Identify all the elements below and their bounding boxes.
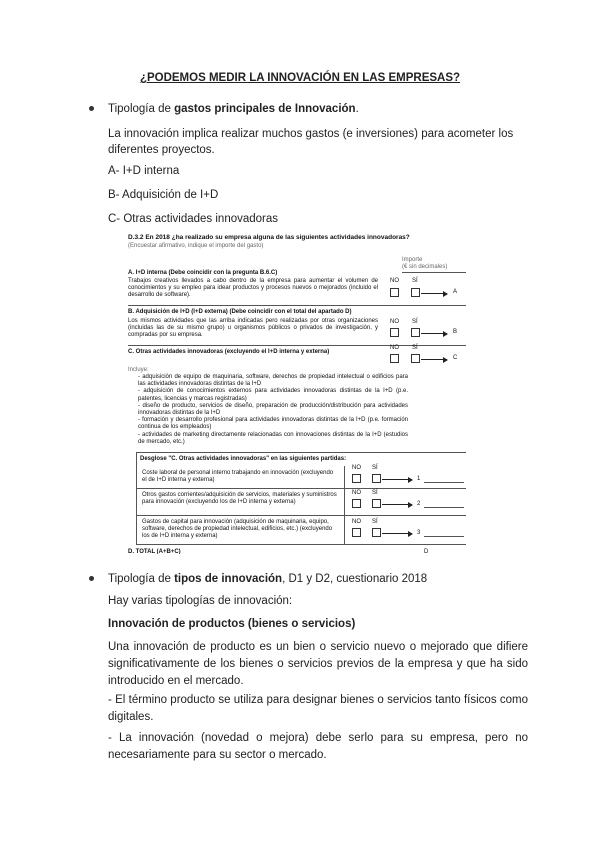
c-no-checkbox[interactable] [390,354,399,363]
c-arrow [421,359,447,360]
section-c-title: C. Otras actividades innovadoras (excluyendo el I+D interna y externa) [128,349,330,355]
no-label: NO [352,519,361,525]
b-letter: B [453,329,458,335]
a-si-checkbox[interactable] [411,288,420,297]
c1-no-checkbox[interactable] [352,474,361,483]
a-no-checkbox[interactable] [390,288,399,297]
footer-total: D. TOTAL (A+B+C) [128,549,181,554]
c-list-item: - adquisición de conocimientos externos para actividades innovadoras distintas de la I+D (p.e. patentes, licencias y marcas registradas) [138,388,408,402]
section2-bullet [108,571,427,587]
c1-answer-line [424,482,464,483]
c-list-item: - adquisición de equipo de maquinaria, software, derechos de propiedad intelectual o edificios para las actividades innovadoras distintas de la I+D [138,374,408,388]
si-label: SÍ [372,490,378,496]
section2-intro: Hay varias tipologías de innovación: [108,595,293,607]
a-arrow [421,293,447,294]
bullet-bold: gastos principales de Innovación [174,103,356,115]
c3-number: 3 [417,530,421,536]
section-b-title: B. Adquisición de I+D (I+D externa) (Debe coincidir con el total del apartado D) [128,309,352,315]
b-no-checkbox[interactable] [390,328,399,337]
divider [136,544,466,545]
box-border [136,452,137,544]
bullet-bold: tipos de innovación [174,573,283,585]
importe-underline [402,272,466,273]
footer-letter: D [424,549,429,554]
bullet-dot [89,106,94,111]
importe-label: Importe [402,257,423,263]
c2-arrow [382,504,412,505]
c-si-checkbox[interactable] [411,354,420,363]
c3-answer-line [424,536,464,537]
section-a-title: A. I+D interna (Debe coincidir con la pregunta B.6.C) [128,270,278,276]
bullet-suffix: , D1 y D2, cuestionario 2018 [282,573,428,585]
c-incluye: Incluye: [128,367,149,373]
c3-no-checkbox[interactable] [352,528,361,537]
c3-si-checkbox[interactable] [372,528,381,537]
bullet-suffix: . [355,103,359,115]
list-item-a: A- I+D interna [108,165,180,177]
list-item-b: B- Adquisición de I+D [108,189,219,201]
si-label: SÍ [412,278,418,284]
no-label: NO [352,490,361,496]
c3-text: Gastos de capital para innovación (adquisición de maquinaria, equipo, software, derechos de propiedad intelectual, edificios, etc.) (excluyendo los de I+D interna y externa) [142,519,333,540]
a-letter: A [453,289,458,295]
box-border [344,466,345,544]
si-label: SÍ [412,319,418,325]
c-list-item: - formación y desarrollo profesional para actividades innovadoras distintas de la I+D (p.e. formación continua de los empleados) [138,417,408,431]
questionnaire-form-image [128,232,466,554]
bullet-prefix: Tipología de [108,573,175,585]
section2-paragraph-3: - La innovación (novedad o mejora) debe serlo para su empresa, pero no necesariamente para su sector o mercado. [108,732,528,761]
si-label: SÍ [412,345,418,351]
desglose-title: Desglose "C. Otras actividades innovadoras" en las siguientes partidas: [140,456,347,462]
c-letter: C [453,355,458,361]
section2-paragraph-2: - El término producto se utiliza para designar bienes o servicios tanto físicos como digitales. [108,694,528,723]
no-label: NO [390,345,399,351]
c2-no-checkbox[interactable] [352,499,361,508]
section1-bullet [108,101,359,117]
c1-si-checkbox[interactable] [372,474,381,483]
no-label: NO [390,319,399,325]
divider [128,305,466,306]
divider [136,452,466,453]
no-label: NO [352,465,361,471]
c-list-item: - actividades de marketing directamente relacionadas con innovaciones distintas de la I+D (estudios de mercado, etc.) [138,431,408,445]
c3-arrow [382,533,412,534]
c1-arrow [382,479,412,480]
divider [136,488,466,489]
divider [136,515,466,516]
si-label: SÍ [372,519,378,525]
section-a-text: Trabajos creativos llevados a cabo dentro de la empresa para aumentar el volumen de conocimientos y su empleo para idear productos y procesos nuevos o mejorados (incluido el desarrollo de software). [128,278,378,299]
c-list [138,374,408,446]
section2-paragraph-1: Una innovación de producto es un bien o servicio nuevo o mejorado que difiere significativamente de los bienes o servicios previos de la empresa y que ha sido introducido en el mercado. [108,641,528,687]
c1-number: 1 [417,476,421,482]
section-b-text: Los mismos actividades que las arriba indicadas pero realizadas por otras organizaciones (incluidas las de su mismo grupo) u organismos públicos o privados de investigación, y compradas por su empresa. [128,318,378,339]
c2-number: 2 [417,501,421,507]
no-label: NO [390,278,399,284]
si-label: SÍ [372,465,378,471]
c2-si-checkbox[interactable] [372,499,381,508]
form-header: D.3.2 En 2018 ¿ha realizado su empresa alguna de las siguientes actividades innovadoras? [128,234,410,241]
c1-text: Coste laboral de personal interno trabajando en innovación (excluyendo el de I+D interna y externa) [142,470,334,484]
c2-answer-line [424,507,464,508]
page-title: ¿PODEMOS MEDIR LA INNOVACIÓN EN LAS EMPRESAS? [139,72,461,84]
c-list-item: - diseño de producto, servicios de diseño, preparación de producción/distribución para actividades innovadoras distintas de la I+D [138,402,408,417]
bullet-dot [89,576,94,581]
section1-paragraph: La innovación implica realizar muchos gastos (e inversiones) para acometer los diferentes proyectos. [108,128,514,156]
section2-subtitle: Innovación de productos (bienes o servicios) [108,618,356,630]
b-arrow [421,333,447,334]
form-subheader: (Encuestar afirmativo, indique el importe del gasto) [128,243,264,249]
importe-unit: (€ sin decimales) [402,264,448,270]
list-item-c: C- Otras actividades innovadoras [108,213,279,225]
bullet-prefix: Tipología de [108,103,175,115]
c2-text: Otros gastos corrientes/adquisición de servicios, materiales y suministros para innovación (excluyendo los de I+D interna y externa) [142,492,337,506]
b-si-checkbox[interactable] [411,328,420,337]
